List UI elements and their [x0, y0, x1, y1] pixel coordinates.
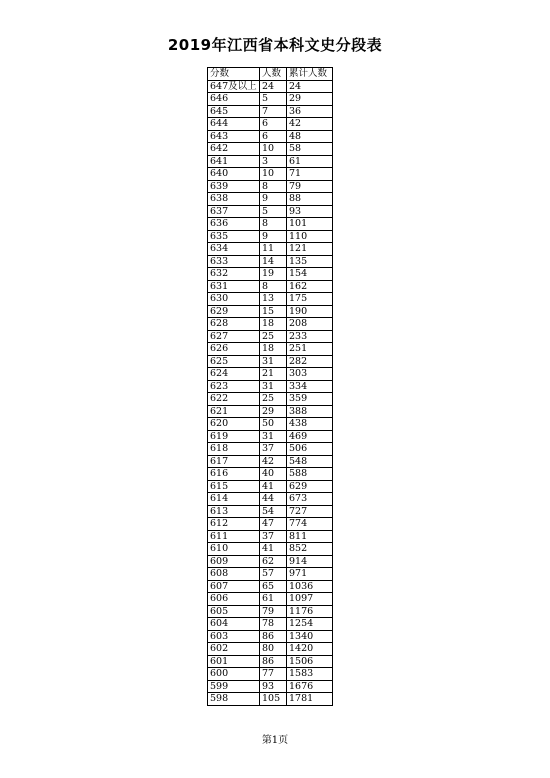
table-row — [208, 593, 333, 606]
cell-cumulative: 233 — [287, 330, 333, 343]
cell-count: 50 — [260, 418, 287, 431]
cell-count: 65 — [260, 580, 287, 593]
cell-cumulative: 251 — [287, 343, 333, 356]
cell-score: 611 — [208, 530, 260, 543]
table-row — [208, 368, 333, 381]
cell-count: 24 — [260, 80, 287, 93]
cell-cumulative: 93 — [287, 205, 333, 218]
cell-cumulative: 208 — [287, 318, 333, 331]
table-row — [208, 305, 333, 318]
cell-score: 628 — [208, 318, 260, 331]
cell-count: 61 — [260, 593, 287, 606]
cell-count: 41 — [260, 480, 287, 493]
cell-score: 641 — [208, 155, 260, 168]
table-row — [208, 268, 333, 281]
table-row — [208, 130, 333, 143]
cell-count: 15 — [260, 305, 287, 318]
table-row — [208, 543, 333, 556]
table-row — [208, 180, 333, 193]
cell-cumulative: 121 — [287, 243, 333, 256]
page-footer: 第1页 — [261, 735, 289, 746]
table-row — [208, 630, 333, 643]
cell-score: 643 — [208, 130, 260, 143]
cell-count: 40 — [260, 468, 287, 481]
cell-count: 25 — [260, 330, 287, 343]
header-row — [208, 68, 333, 81]
cell-score: 613 — [208, 505, 260, 518]
cell-cumulative: 1176 — [287, 605, 333, 618]
table-row — [208, 618, 333, 631]
table-row — [208, 443, 333, 456]
table-row — [208, 218, 333, 231]
cell-score: 623 — [208, 380, 260, 393]
cell-score: 614 — [208, 493, 260, 506]
cell-score: 619 — [208, 430, 260, 443]
table-row — [208, 580, 333, 593]
cell-count: 11 — [260, 243, 287, 256]
cell-count: 10 — [260, 168, 287, 181]
table-row — [208, 605, 333, 618]
cell-score: 622 — [208, 393, 260, 406]
cell-count: 8 — [260, 280, 287, 293]
cell-score: 630 — [208, 293, 260, 306]
cell-score: 601 — [208, 655, 260, 668]
table-row — [208, 280, 333, 293]
table-row — [208, 643, 333, 656]
cell-count: 79 — [260, 605, 287, 618]
cell-score: 609 — [208, 555, 260, 568]
cell-score: 615 — [208, 480, 260, 493]
cell-score: 632 — [208, 268, 260, 281]
table-row — [208, 518, 333, 531]
cell-count: 21 — [260, 368, 287, 381]
cell-score: 636 — [208, 218, 260, 231]
table-row — [208, 480, 333, 493]
cell-score: 645 — [208, 105, 260, 118]
cell-cumulative: 588 — [287, 468, 333, 481]
cell-cumulative: 914 — [287, 555, 333, 568]
table-row — [208, 230, 333, 243]
cell-cumulative: 58 — [287, 143, 333, 156]
cell-score: 626 — [208, 343, 260, 356]
cell-score: 608 — [208, 568, 260, 581]
cell-score: 618 — [208, 443, 260, 456]
cell-cumulative: 1781 — [287, 693, 333, 706]
cell-cumulative: 175 — [287, 293, 333, 306]
cell-score: 629 — [208, 305, 260, 318]
table-row — [208, 118, 333, 131]
cell-count: 5 — [260, 93, 287, 106]
cell-score: 606 — [208, 593, 260, 606]
table-row — [208, 405, 333, 418]
cell-count: 13 — [260, 293, 287, 306]
cell-count: 37 — [260, 443, 287, 456]
table-row — [208, 155, 333, 168]
cell-score: 616 — [208, 468, 260, 481]
cell-count: 5 — [260, 205, 287, 218]
cell-count: 31 — [260, 430, 287, 443]
cell-cumulative: 1420 — [287, 643, 333, 656]
table-row — [208, 80, 333, 93]
cell-cumulative: 110 — [287, 230, 333, 243]
header-count: 人数 — [260, 68, 287, 81]
table-row — [208, 318, 333, 331]
cell-score: 639 — [208, 180, 260, 193]
cell-count: 29 — [260, 405, 287, 418]
cell-score: 634 — [208, 243, 260, 256]
header-cumulative: 累计人数 — [287, 68, 333, 81]
cell-score: 598 — [208, 693, 260, 706]
cell-count: 8 — [260, 180, 287, 193]
cell-cumulative: 506 — [287, 443, 333, 456]
cell-cumulative: 79 — [287, 180, 333, 193]
cell-cumulative: 162 — [287, 280, 333, 293]
cell-score: 631 — [208, 280, 260, 293]
cell-score: 642 — [208, 143, 260, 156]
cell-score: 624 — [208, 368, 260, 381]
table-row — [208, 330, 333, 343]
cell-score: 625 — [208, 355, 260, 368]
cell-cumulative: 673 — [287, 493, 333, 506]
cell-cumulative: 629 — [287, 480, 333, 493]
table-row — [208, 680, 333, 693]
cell-cumulative: 282 — [287, 355, 333, 368]
cell-cumulative: 1583 — [287, 668, 333, 681]
table-row — [208, 168, 333, 181]
table-row — [208, 293, 333, 306]
table-row — [208, 430, 333, 443]
cell-count: 105 — [260, 693, 287, 706]
table-row — [208, 530, 333, 543]
cell-count: 41 — [260, 543, 287, 556]
table-row — [208, 205, 333, 218]
cell-cumulative: 774 — [287, 518, 333, 531]
cell-count: 37 — [260, 530, 287, 543]
cell-cumulative: 48 — [287, 130, 333, 143]
cell-cumulative: 154 — [287, 268, 333, 281]
score-table — [207, 67, 333, 706]
cell-score: 603 — [208, 630, 260, 643]
cell-cumulative: 971 — [287, 568, 333, 581]
cell-score: 647及以上 — [208, 80, 260, 93]
cell-count: 8 — [260, 218, 287, 231]
table-row — [208, 380, 333, 393]
cell-count: 54 — [260, 505, 287, 518]
table-row — [208, 468, 333, 481]
cell-cumulative: 1036 — [287, 580, 333, 593]
cell-cumulative: 1340 — [287, 630, 333, 643]
cell-count: 9 — [260, 193, 287, 206]
cell-count: 80 — [260, 643, 287, 656]
cell-count: 25 — [260, 393, 287, 406]
cell-cumulative: 334 — [287, 380, 333, 393]
cell-cumulative: 71 — [287, 168, 333, 181]
table-row — [208, 193, 333, 206]
table-row — [208, 655, 333, 668]
cell-cumulative: 42 — [287, 118, 333, 131]
cell-cumulative: 88 — [287, 193, 333, 206]
table-header — [208, 68, 333, 81]
cell-cumulative: 29 — [287, 93, 333, 106]
cell-count: 42 — [260, 455, 287, 468]
table-row — [208, 355, 333, 368]
cell-cumulative: 190 — [287, 305, 333, 318]
cell-cumulative: 727 — [287, 505, 333, 518]
table-body — [208, 80, 333, 705]
cell-count: 78 — [260, 618, 287, 631]
cell-count: 86 — [260, 630, 287, 643]
cell-score: 610 — [208, 543, 260, 556]
table-row — [208, 243, 333, 256]
table-row — [208, 493, 333, 506]
cell-cumulative: 811 — [287, 530, 333, 543]
cell-count: 47 — [260, 518, 287, 531]
cell-score: 638 — [208, 193, 260, 206]
cell-count: 18 — [260, 343, 287, 356]
cell-count: 77 — [260, 668, 287, 681]
cell-count: 62 — [260, 555, 287, 568]
cell-score: 621 — [208, 405, 260, 418]
cell-cumulative: 359 — [287, 393, 333, 406]
table-row — [208, 93, 333, 106]
cell-cumulative: 1254 — [287, 618, 333, 631]
cell-score: 635 — [208, 230, 260, 243]
cell-score: 646 — [208, 93, 260, 106]
cell-count: 9 — [260, 230, 287, 243]
cell-count: 6 — [260, 130, 287, 143]
cell-count: 86 — [260, 655, 287, 668]
cell-score: 604 — [208, 618, 260, 631]
page-title: 2019年江西省本科文史分段表 — [167, 36, 383, 54]
cell-score: 644 — [208, 118, 260, 131]
table-row — [208, 343, 333, 356]
cell-count: 31 — [260, 380, 287, 393]
table-row — [208, 693, 333, 706]
table-row — [208, 505, 333, 518]
cell-score: 633 — [208, 255, 260, 268]
cell-score: 612 — [208, 518, 260, 531]
table-row — [208, 393, 333, 406]
table-row — [208, 105, 333, 118]
cell-cumulative: 469 — [287, 430, 333, 443]
cell-cumulative: 135 — [287, 255, 333, 268]
cell-score: 600 — [208, 668, 260, 681]
table-row — [208, 255, 333, 268]
cell-count: 7 — [260, 105, 287, 118]
table-row — [208, 143, 333, 156]
table-row — [208, 568, 333, 581]
cell-score: 617 — [208, 455, 260, 468]
cell-score: 607 — [208, 580, 260, 593]
cell-score: 627 — [208, 330, 260, 343]
cell-count: 57 — [260, 568, 287, 581]
cell-count: 6 — [260, 118, 287, 131]
cell-score: 602 — [208, 643, 260, 656]
cell-count: 31 — [260, 355, 287, 368]
cell-score: 620 — [208, 418, 260, 431]
cell-count: 19 — [260, 268, 287, 281]
cell-count: 10 — [260, 143, 287, 156]
cell-score: 637 — [208, 205, 260, 218]
cell-cumulative: 548 — [287, 455, 333, 468]
cell-count: 3 — [260, 155, 287, 168]
cell-cumulative: 1506 — [287, 655, 333, 668]
cell-count: 93 — [260, 680, 287, 693]
cell-cumulative: 1097 — [287, 593, 333, 606]
table-row — [208, 555, 333, 568]
table-row — [208, 418, 333, 431]
cell-cumulative: 101 — [287, 218, 333, 231]
cell-count: 44 — [260, 493, 287, 506]
cell-cumulative: 36 — [287, 105, 333, 118]
cell-count: 14 — [260, 255, 287, 268]
cell-cumulative: 852 — [287, 543, 333, 556]
cell-cumulative: 388 — [287, 405, 333, 418]
table-row — [208, 668, 333, 681]
cell-score: 640 — [208, 168, 260, 181]
cell-cumulative: 1676 — [287, 680, 333, 693]
cell-cumulative: 303 — [287, 368, 333, 381]
header-score: 分数 — [208, 68, 260, 81]
cell-score: 599 — [208, 680, 260, 693]
cell-score: 605 — [208, 605, 260, 618]
cell-cumulative: 61 — [287, 155, 333, 168]
table-row — [208, 455, 333, 468]
cell-cumulative: 24 — [287, 80, 333, 93]
cell-count: 18 — [260, 318, 287, 331]
cell-cumulative: 438 — [287, 418, 333, 431]
